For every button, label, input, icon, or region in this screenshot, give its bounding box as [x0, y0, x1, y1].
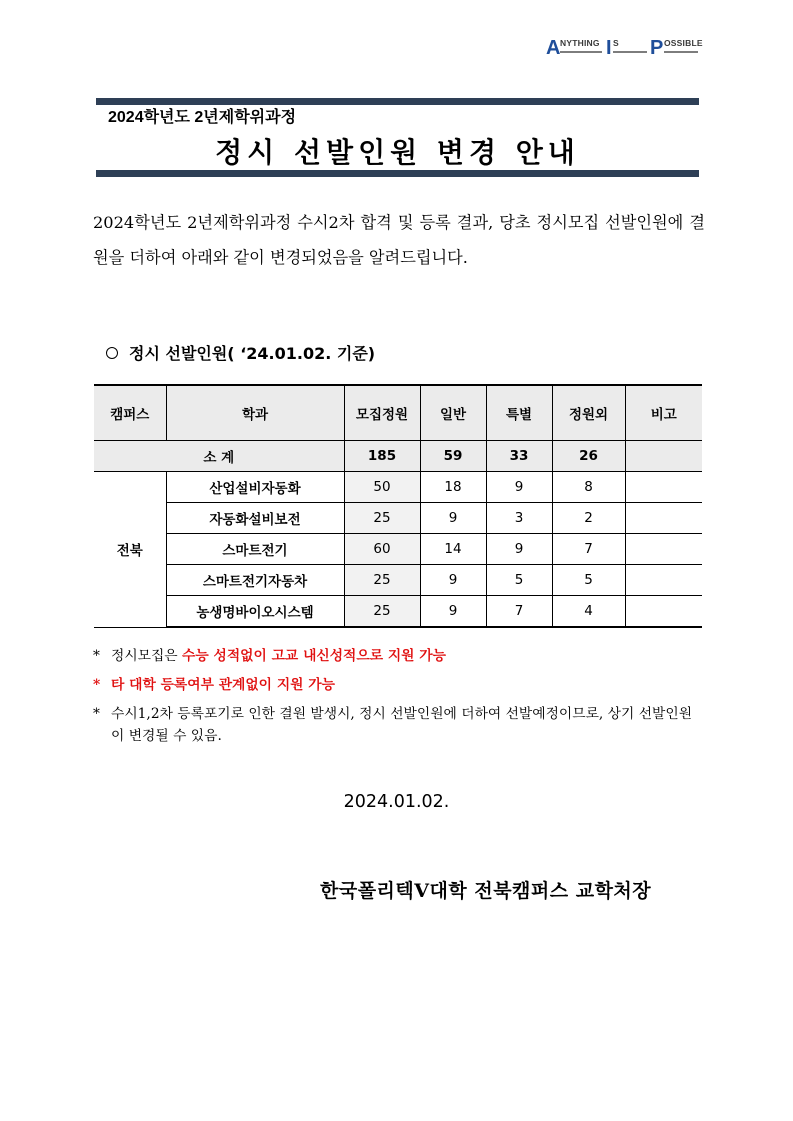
table-cell: 33	[486, 441, 552, 472]
department-cell: 스마트전기	[166, 534, 344, 565]
table-row	[94, 472, 702, 503]
notes	[93, 645, 705, 753]
subtotal-label: 소 계	[94, 441, 344, 472]
logo-letter-a: A	[546, 37, 561, 59]
logo-word-nything: NYTHING	[560, 38, 600, 48]
logo-word-s: S	[613, 38, 619, 48]
table-cell	[625, 596, 702, 628]
subtitle: 2024학년도 2년제학위과정	[108, 109, 297, 126]
note-3-text: 수시1,2차 등록포기로 인한 결원 발생시, 정시 선발인원에 더하여 선발예정이므로, 상기 선발인원이 변경될 수 있음.	[111, 706, 693, 744]
table-row	[94, 565, 702, 596]
department-cell: 스마트전기자동차	[166, 565, 344, 596]
header-quota: 모집정원	[344, 385, 420, 441]
header-bottom-bar	[96, 170, 699, 177]
table-cell	[625, 441, 702, 472]
quota-table	[94, 384, 702, 628]
table-cell: 8	[552, 472, 625, 503]
table-cell: 18	[420, 472, 486, 503]
note-1-highlight: 수능 성적없이 고교 내신성적으로 지원 가능	[182, 648, 446, 664]
table-cell: 9	[486, 534, 552, 565]
table-header-row	[94, 385, 702, 441]
table-cell: 25	[344, 503, 420, 534]
note-2	[93, 674, 705, 697]
table-cell: 14	[420, 534, 486, 565]
asterisk-bullet: *	[93, 677, 101, 693]
table-cell	[625, 565, 702, 596]
logo-letter-i: I	[606, 37, 612, 59]
table-cell: 59	[420, 441, 486, 472]
issue-date: 2024.01.02.	[343, 792, 450, 812]
header-special: 특별	[486, 385, 552, 441]
page-title: 정시 선발인원 변경 안내	[215, 136, 580, 169]
header-campus: 캠퍼스	[94, 385, 166, 441]
header-extra: 정원외	[552, 385, 625, 441]
asterisk-bullet: *	[93, 648, 100, 664]
table-cell: 60	[344, 534, 420, 565]
department-cell: 산업설비자동화	[166, 472, 344, 503]
table-cell: 9	[420, 565, 486, 596]
note-2-highlight: 타 대학 등록여부 관계없이 지원 가능	[111, 677, 335, 693]
header-remarks: 비고	[625, 385, 702, 441]
issuer: 한국폴리텍V대학 전북캠퍼스 교학처장	[320, 880, 652, 902]
table-cell: 9	[420, 503, 486, 534]
table-cell: 25	[344, 596, 420, 628]
table-cell: 26	[552, 441, 625, 472]
department-cell: 농생명바이오시스템	[166, 596, 344, 628]
note-3	[93, 703, 705, 747]
table-cell: 7	[486, 596, 552, 628]
table-cell: 185	[344, 441, 420, 472]
table-cell: 5	[486, 565, 552, 596]
table-cell: 9	[420, 596, 486, 628]
table-cell	[625, 503, 702, 534]
header-general: 일반	[420, 385, 486, 441]
logo-letter-p: P	[650, 37, 664, 59]
table-row	[94, 503, 702, 534]
table-cell: 50	[344, 472, 420, 503]
department-cell: 자동화설비보전	[166, 503, 344, 534]
note-1	[93, 645, 705, 668]
section-heading-text: 정시 선발인원( ‘24.01.02. 기준)	[129, 344, 376, 363]
anything-is-possible-logo	[546, 38, 702, 60]
table-cell	[625, 534, 702, 565]
subtotal-row	[94, 441, 702, 472]
table-cell: 3	[486, 503, 552, 534]
table-row	[94, 596, 702, 628]
table-cell: 25	[344, 565, 420, 596]
intro-paragraph: 2024학년도 2년제학위과정 수시2차 합격 및 등록 결과, 당초 정시모집 선발인원에 결원을 더하여 아래와 같이 변경되었음을 알려드립니다.	[93, 213, 705, 267]
campus-cell: 전북	[94, 472, 166, 628]
table-row	[94, 534, 702, 565]
circle-bullet-icon	[106, 347, 118, 359]
table-cell: 4	[552, 596, 625, 628]
table-cell: 7	[552, 534, 625, 565]
logo-underline	[613, 51, 647, 53]
section-heading	[106, 341, 375, 364]
header-department: 학과	[166, 385, 344, 441]
table-cell	[625, 472, 702, 503]
asterisk-bullet: *	[93, 706, 100, 722]
table-cell: 9	[486, 472, 552, 503]
logo-underline	[664, 51, 698, 53]
table-cell: 2	[552, 503, 625, 534]
logo-underline	[560, 51, 602, 53]
table-cell: 5	[552, 565, 625, 596]
logo-word-ossible: OSSIBLE	[664, 38, 703, 48]
note-1-prefix: 정시모집은	[111, 648, 178, 664]
